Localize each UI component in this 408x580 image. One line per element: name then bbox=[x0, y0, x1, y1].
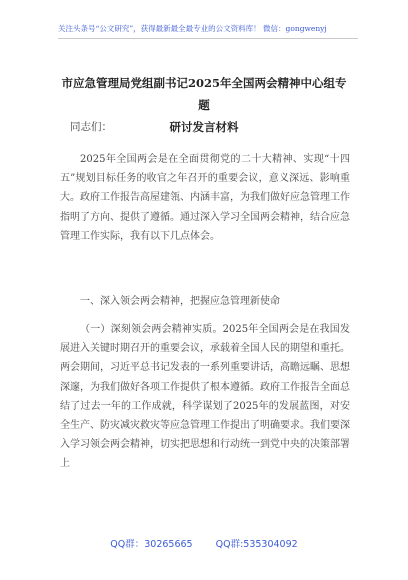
paragraph-section-1-1: （一）深刻领会两会精神实质。2025年全国两会是在我国发展进入关键时期召开的重要会议，承载着全国人民的期望和重托。两会期间，习近平总书记发表的一系列重要讲话，高瞻远瞩、思想深邃，为我们做好各项工作提供了根本遵循。政府工作报告全面总结了过去一年的工作成就，科学谋划了2025年的发展蓝图，对安全生产、防灾减灾救灾等应急管理工作提出了明确要求。我们要深入学习领会两会精神，切实把思想和行动统一到党中央的决策部署上 bbox=[60, 324, 350, 470]
footer-qq-group-2: QQ群:535304092 bbox=[215, 539, 298, 550]
header-banner: 关注头条号“公文研究”，获得最新最全最专业的公文资料库！ 微信：gongwenyj bbox=[58, 20, 358, 39]
paragraph-intro: 2025年全国两会是在全面贯彻党的二十大精神、实现“十四五”规划目标任务的收官之年召开的重要会议，意义深远、影响重大。政府工作报告高屋建瓴、内涵丰富，为我们做好应急管理工作指明了方向、提供了遵循。通过深入学习全国两会精神，结合应急管理工作实际，我有以下几点体会。 bbox=[60, 154, 350, 242]
title-line-1: 市应急管理局党组副书记2025年全国两会精神中心组专题 bbox=[61, 76, 347, 112]
footer-contact bbox=[0, 538, 408, 552]
salutation: 同志们： bbox=[70, 121, 112, 133]
title-line-2: 研讨发言材料 bbox=[169, 120, 239, 134]
section-heading-1: 一、深入领会两会精神，把握应急管理新使命 bbox=[80, 296, 280, 307]
footer-qq-group-1: QQ群：30265665 bbox=[110, 539, 193, 550]
